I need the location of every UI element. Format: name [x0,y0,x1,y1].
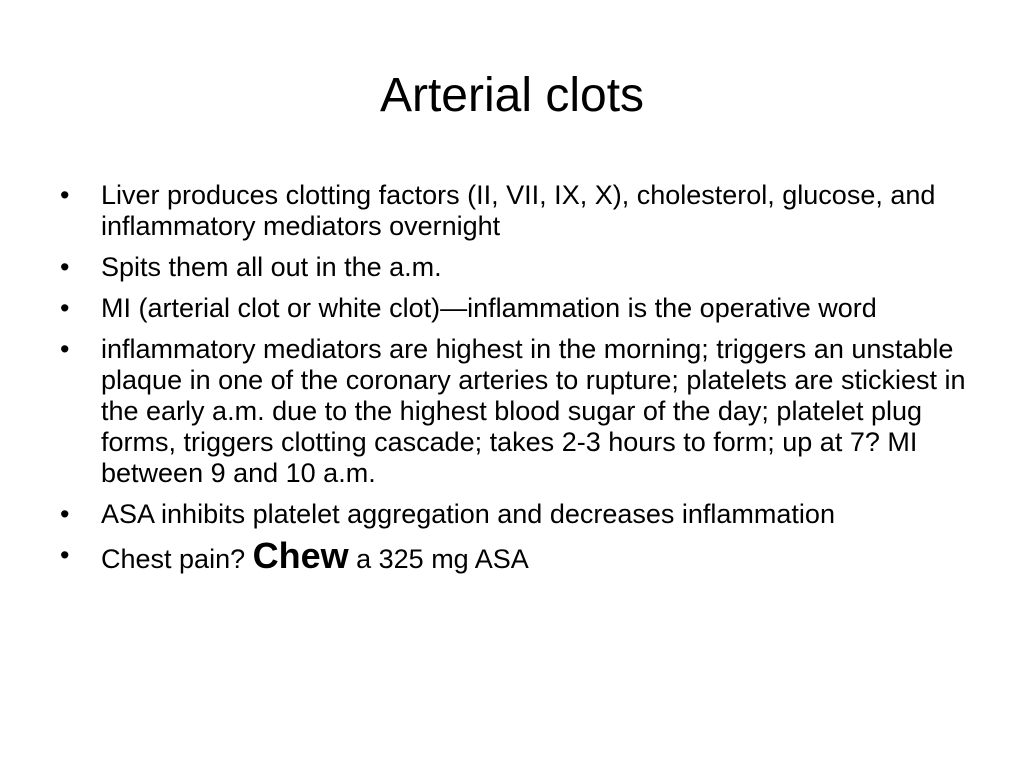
list-item [56,293,976,324]
slide-title: Arterial clots [379,69,645,122]
list-item [56,535,976,576]
bullet-text: MI (arterial clot or white clot)—inflammation is the operative word [101,293,877,323]
bullet-list [56,180,976,585]
bullet-icon: • [60,499,70,529]
bullet-icon: • [60,540,70,570]
list-item [56,180,976,242]
bullet-icon: • [60,180,70,210]
bullet-text: inflammatory mediators are highest in the morning; triggers an unstable plaque in one of the coronary arteries to rupture; platelets are stickiest in the early a.m. due to the highest blood sugar of the day; platelet plug forms, triggers clotting cascade; takes 2-3 hours to form; up at 7? MI between 9 and 10 a.m. [101,334,966,488]
bullet-icon: • [60,334,70,364]
bullet-icon: • [60,252,70,282]
bullet-text-suffix: a 325 mg ASA [348,544,529,574]
list-item [56,334,976,489]
bullet-text: Liver produces clotting factors (II, VII, IX, X), cholesterol, glucose, and inflammatory mediators overnight [101,180,936,241]
bullet-text [101,535,529,576]
bullet-text-prefix: Chest pain? [101,544,253,574]
emphasized-word: Chew [252,535,349,576]
list-item [56,252,976,283]
bullet-icon: • [60,293,70,323]
bullet-text: Spits them all out in the a.m. [101,252,442,282]
bullet-text: ASA inhibits platelet aggregation and decreases inflammation [101,499,835,529]
list-item [56,499,976,530]
